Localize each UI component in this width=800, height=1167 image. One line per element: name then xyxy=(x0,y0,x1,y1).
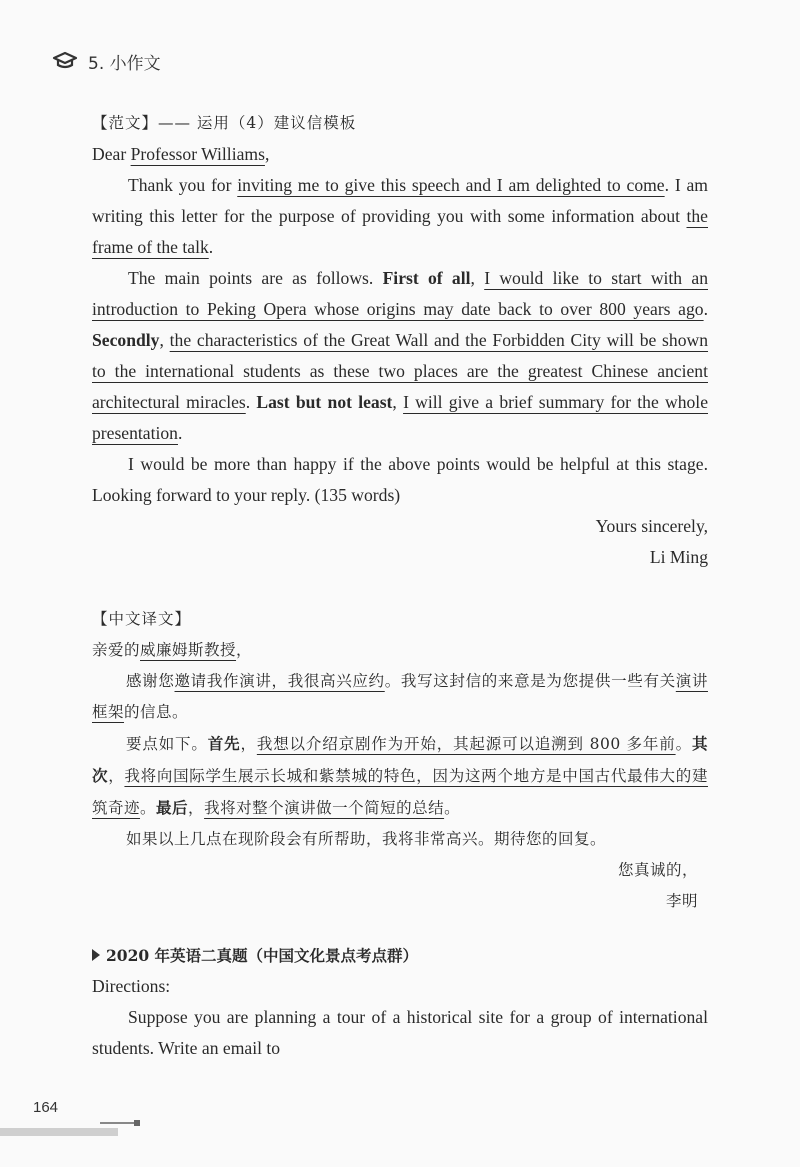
footer-line xyxy=(100,1122,138,1124)
triangle-bullet-icon xyxy=(92,949,100,961)
translation-paragraph-3: 如果以上几点在现阶段会有所帮助，我将非常高兴。期待您的回复。 xyxy=(126,830,607,848)
graduation-cap-icon xyxy=(52,50,78,72)
essay-paragraph-3: I would be more than happy if the above points would be helpful at this stage. Looking forward to your reply. (135 words) xyxy=(92,454,708,505)
footer-bar xyxy=(0,1128,118,1136)
translation-label: 【中文译文】 xyxy=(92,610,192,628)
page-number: 164 xyxy=(33,1099,59,1116)
chapter-header xyxy=(52,46,161,76)
exam-directions: Directions: xyxy=(92,976,171,996)
translation-closing: 您真诚的， xyxy=(617,861,698,879)
salutation: Dear Professor Williams, xyxy=(92,144,270,164)
translation-paragraph-2: 要点如下。首先，我想以介绍京剧作为开始，其起源可以追溯到 800 多年前。其次，我将向国际学生展示长城和紫禁城的特色，因为这两个地方是中国古代最伟大的建筑奇迹。最后，我将对整个演讲做一个简短的总结。 xyxy=(92,734,708,817)
translation-salutation: 亲爱的威廉姆斯教授， xyxy=(92,641,253,659)
model-essay-label: 【范文】—— 运用（4）建议信模板 xyxy=(92,114,357,132)
translation-signature: 李明 xyxy=(665,892,698,910)
exam-body: Suppose you are planning a tour of a historical site for a group of international students. Write an email to xyxy=(92,1007,708,1058)
exam-heading: 2020 年英语二真题（中国文化景点考点群） xyxy=(92,940,708,971)
essay-paragraph-2: The main points are as follows. First of all, I would like to start with an introduction to Peking Opera whose origins may date back to over 800 years ago. Secondly, the characteristics of the Great Wall and the Forbidden City will be shown to the international students as these two places are the greatest Chinese ancient architectural miracles. Last but not least, I will give a brief summary for the whole presentation. xyxy=(92,268,709,443)
essay-paragraph-1: Thank you for inviting me to give this speech and I am delighted to come. I am writing this letter for the purpose of providing you with some information about the frame of the talk. xyxy=(92,175,708,257)
chapter-title: 5. 小作文 xyxy=(88,53,161,74)
footer-dot xyxy=(134,1120,140,1126)
essay-closing: Yours sincerely, xyxy=(595,516,708,536)
translation-paragraph-1: 感谢您邀请我作演讲，我很高兴应约。我写这封信的来意是为您提供一些有关演讲框架的信息。 xyxy=(92,672,708,721)
essay-signature: Li Ming xyxy=(649,547,708,567)
